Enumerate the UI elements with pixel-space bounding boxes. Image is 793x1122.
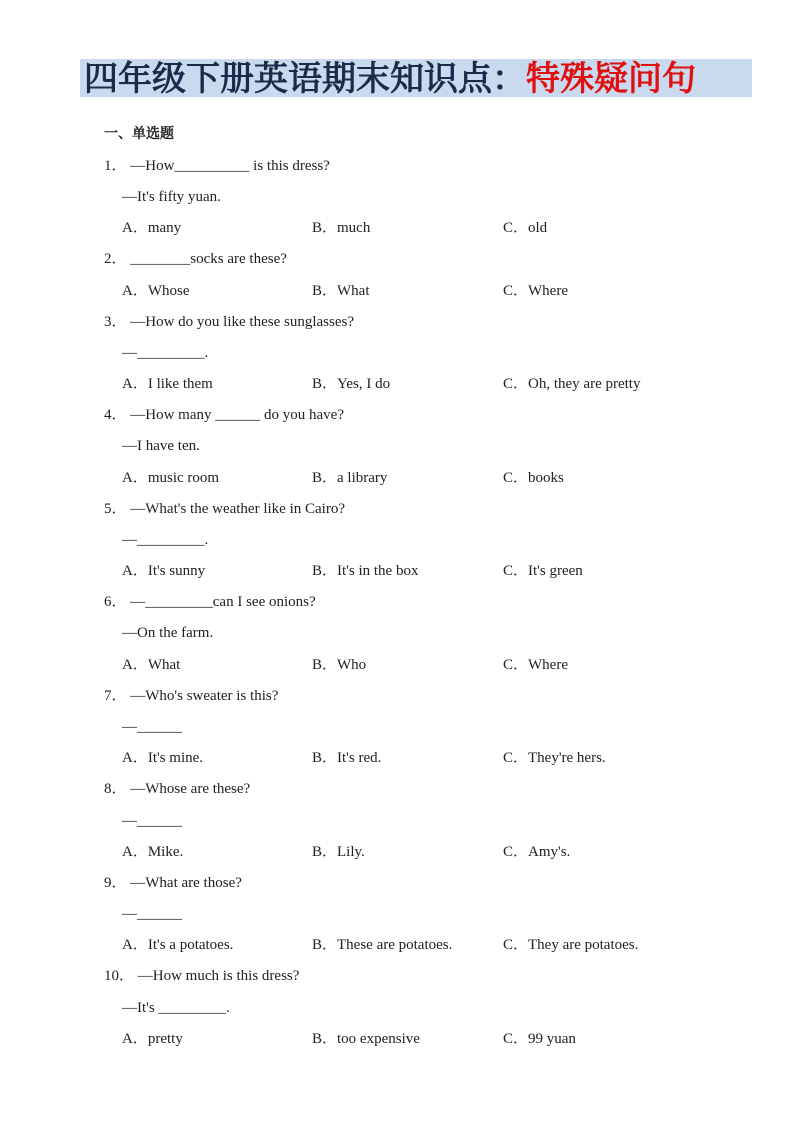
question-1-reply: —It's fifty yuan. <box>122 189 221 205</box>
question-1-option-a: A．many <box>122 220 182 236</box>
question-1-option-c: C．old <box>503 220 548 236</box>
question-10-option-b: B．too expensive <box>312 1031 420 1047</box>
title-main: 四年级下册英语期末知识点： <box>84 59 526 99</box>
question-3: 3． —How do you like these sunglasses? <box>104 314 354 330</box>
question-2-option-a: A．Whose <box>122 283 190 299</box>
question-6: 6． —_________can I see onions? <box>104 594 316 610</box>
question-4-reply: —I have ten. <box>122 438 200 454</box>
question-2-option-b: B．What <box>312 283 370 299</box>
question-10: 10． —How much is this dress? <box>104 968 300 984</box>
question-1-option-b: B．much <box>312 220 371 236</box>
question-7-option-a: A．It's mine. <box>122 750 204 766</box>
question-8-reply: —______ <box>122 813 182 829</box>
question-8: 8． —Whose are these? <box>104 781 251 797</box>
question-10-option-a: A．pretty <box>122 1031 183 1047</box>
question-2: 2． ________socks are these? <box>104 251 287 267</box>
section-heading: 一、单选题 <box>104 126 174 142</box>
question-6-option-c: C．Where <box>503 657 568 673</box>
question-6-option-a: A．What <box>122 657 181 673</box>
question-5-option-c: C．It's green <box>503 563 583 579</box>
question-3-reply: —_________. <box>122 345 209 361</box>
question-9-option-b: B．These are potatoes. <box>312 937 453 953</box>
question-6-option-b: B．Who <box>312 657 367 673</box>
question-7-option-b: B．It's red. <box>312 750 382 766</box>
title-topic: 特殊疑问句 <box>526 59 696 99</box>
question-3-option-a: A．I like them <box>122 376 213 392</box>
question-7-option-c: C．They're hers. <box>503 750 606 766</box>
question-8-option-c: C．Amy's. <box>503 844 571 860</box>
question-7-reply: —______ <box>122 719 182 735</box>
question-9-reply: —______ <box>122 906 182 922</box>
question-3-option-c: C．Oh, they are pretty <box>503 376 641 392</box>
question-9: 9． —What are those? <box>104 875 242 891</box>
question-10-option-c: C．99 yuan <box>503 1031 576 1047</box>
question-4-option-a: A．music room <box>122 470 220 486</box>
question-7: 7． —Who's sweater is this? <box>104 688 279 704</box>
question-5: 5． —What's the weather like in Cairo? <box>104 501 345 517</box>
question-4-option-b: B．a library <box>312 470 388 486</box>
question-4-option-c: C．books <box>503 470 564 486</box>
question-5-option-a: A．It's sunny <box>122 563 206 579</box>
question-5-reply: —_________. <box>122 532 209 548</box>
question-9-option-c: C．They are potatoes. <box>503 937 639 953</box>
question-4: 4． —How many ______ do you have? <box>104 407 344 423</box>
question-10-reply: —It's _________. <box>122 1000 230 1016</box>
question-2-option-c: C．Where <box>503 283 568 299</box>
question-5-option-b: B．It's in the box <box>312 563 419 579</box>
page-title <box>84 56 696 102</box>
question-3-option-b: B．Yes, I do <box>312 376 391 392</box>
question-8-option-a: A．Mike. <box>122 844 184 860</box>
question-6-reply: —On the farm. <box>122 625 214 641</box>
question-1: 1． —How__________ is this dress? <box>104 158 330 174</box>
question-8-option-b: B．Lily. <box>312 844 365 860</box>
question-9-option-a: A．It's a potatoes. <box>122 937 234 953</box>
